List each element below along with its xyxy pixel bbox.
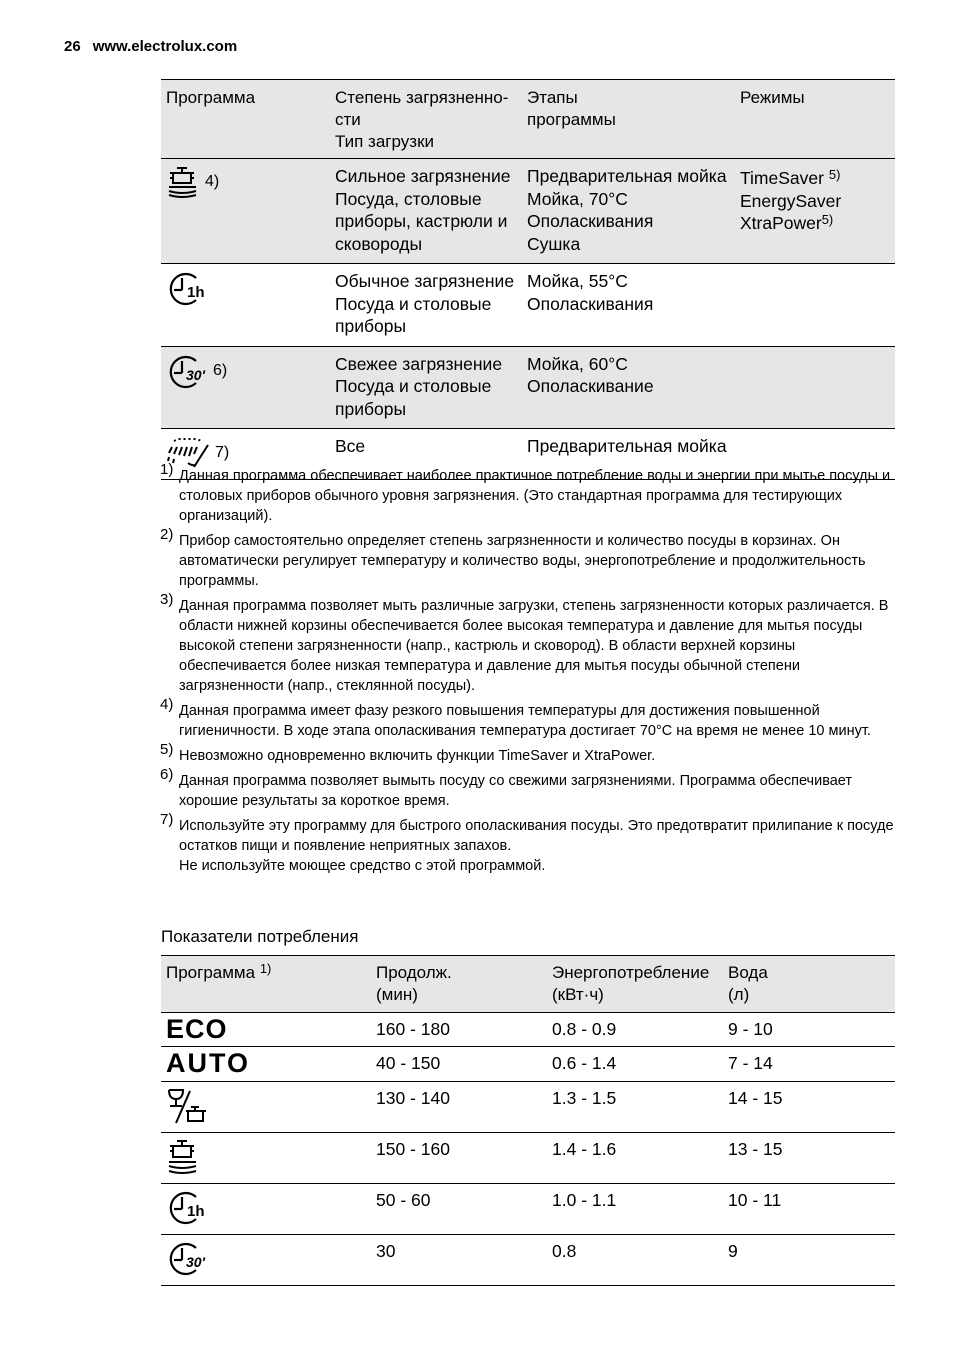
options-cell (735, 264, 895, 347)
pots-icon (166, 165, 202, 199)
table-row (161, 264, 895, 347)
footnotes (160, 461, 900, 881)
col-program: Программа $^{1)}$ (161, 956, 371, 1013)
water-cell: 13 - 15 (723, 1133, 895, 1184)
water-cell: 7 - 14 (723, 1047, 895, 1082)
col-water: Вода (л) (723, 956, 895, 1013)
svg-text:30′: 30′ (186, 366, 205, 383)
clock-30-icon (166, 353, 210, 391)
footnote: 3) Данная программа позволяет мыть различные загрузки, степень загрязненности которых различается. В области нижней корзины обеспечивается более высокая температура и давление для мытья посуды высокой степени загрязненности (напр., кастрюль и сковород). В области верхней корзины обеспечивается более низкая температура и давление для мытья посуды обычной степени загрязненности (напр., стеклянной посуды). (160, 591, 889, 694)
soil-cell: Свежее загрязнение Посуда и столовые приборы (330, 346, 522, 429)
water-cell: 9 - 10 (723, 1013, 895, 1047)
options-cell (735, 346, 895, 429)
programs-table (161, 79, 895, 480)
col-options: Режимы (735, 80, 895, 159)
table-row (161, 346, 895, 429)
duration-cell: 50 - 60 (371, 1184, 547, 1235)
energy-cell: 0.6 - 1.4 (547, 1047, 723, 1082)
energy-cell: 1.0 - 1.1 (547, 1184, 723, 1235)
footnote: 7) Используйте эту программу для быстрого ополаскивания посуды. Это предотвратит прилипание к посуде остатков пищи и появление неприятных запахов. Не используйте моющее средство с этой программой. (160, 811, 894, 874)
col-program: Программа (161, 80, 330, 159)
page-header (64, 38, 237, 55)
consumption-table (161, 955, 895, 1286)
phases-cell: Предварительная мойка (522, 429, 735, 480)
site-url[interactable]: www.electrolux.com (92, 38, 238, 55)
duration-cell: 30 (371, 1235, 547, 1286)
energy-cell: 1.4 - 1.6 (547, 1133, 723, 1184)
page-number: 26 (64, 38, 81, 55)
pots-icon (166, 1138, 202, 1176)
clock-1h-icon (166, 270, 208, 308)
duration-cell: 150 - 160 (371, 1133, 547, 1184)
svg-text:1h: 1h (187, 284, 205, 301)
note-ref: 7) (215, 443, 230, 461)
soil-cell: Сильное загрязнение Посуда, столовые приборы, кастрюли и сковороды (330, 159, 522, 264)
duration-cell: 160 - 180 (371, 1013, 547, 1047)
glass-pot-icon (166, 1087, 208, 1125)
table-row (161, 1082, 895, 1133)
clock-30-icon (166, 1240, 212, 1278)
footnote: 4) Данная программа имеет фазу резкого повышения температуры для достижения повышенной гигиеничности. В ходе этапа ополаскивания температура достигает 70°C на время не менее 10 минут. (160, 696, 871, 739)
options-cell (735, 159, 895, 264)
consumption-title: Показатели потребления (161, 927, 359, 946)
phases-cell: Предварительная мойка Мойка, 70°C Ополаскивания Сушка (522, 159, 735, 264)
table-row (161, 1047, 895, 1082)
duration-cell: 40 - 150 (371, 1047, 547, 1082)
svg-text:30′: 30′ (186, 1254, 205, 1270)
footnote: 2) Прибор самостоятельно определяет степень загрязненности и количество посуды в корзинах. Он автоматически регулирует температуру и количество воды, энергопотребление и продолжительность программы. (160, 526, 866, 589)
table-row (161, 1184, 895, 1235)
energy-cell: 0.8 (547, 1235, 723, 1286)
footnote: 1) Данная программа обеспечивает наиболее практичное потребление воды и энергии при мытье посуды и столовых приборов обычного уровня загрязнения. (Это стандартная программа для тестирующих организаций). (160, 461, 891, 524)
eco-text: ECO (166, 1014, 228, 1044)
table-row (161, 159, 895, 264)
svg-text:1h: 1h (187, 1203, 205, 1220)
duration-cell: 130 - 140 (371, 1082, 547, 1133)
col-duration: Продолж. (мин) (371, 956, 547, 1013)
phases-cell: Мойка, 55°C Ополаскивания (522, 264, 735, 347)
water-cell: 9 (723, 1235, 895, 1286)
col-energy: Энергопотребление (кВт·ч) (547, 956, 723, 1013)
option: EnergySaver (740, 190, 842, 211)
table-row (161, 1013, 895, 1047)
clock-1h-icon (166, 1189, 208, 1227)
footnote: 5) Невозможно одновременно включить функции TimeSaver и XtraPower. (160, 741, 656, 764)
programs-table-header (161, 80, 895, 159)
soil-cell: Обычное загрязнение Посуда и столовые приборы (330, 264, 522, 347)
col-phases: Этапы программы (522, 80, 735, 159)
note-ref: 6) (213, 362, 228, 380)
phases-cell: Мойка, 60°C Ополаскивание (522, 346, 735, 429)
footnote: 6) Данная программа позволяет вымыть посуду со свежими загрязнениями. Программа обеспечивает хорошие результаты за короткое время. (160, 766, 853, 809)
energy-cell: 0.8 - 0.9 (547, 1013, 723, 1047)
option: XtraPower$^{5)}$ (740, 212, 834, 233)
soil-cell: Все (330, 429, 522, 480)
consumption-table-header (161, 956, 895, 1013)
energy-cell: 1.3 - 1.5 (547, 1082, 723, 1133)
water-cell: 14 - 15 (723, 1082, 895, 1133)
note-ref: 4) (205, 172, 220, 190)
table-row (161, 1133, 895, 1184)
auto-text: AUTO (166, 1048, 251, 1078)
table-row (161, 1235, 895, 1286)
option: TimeSaver $^{5)}$ (740, 167, 841, 188)
water-cell: 10 - 11 (723, 1184, 895, 1235)
col-soil: Степень загрязненно- сти Тип загрузки (330, 80, 522, 159)
